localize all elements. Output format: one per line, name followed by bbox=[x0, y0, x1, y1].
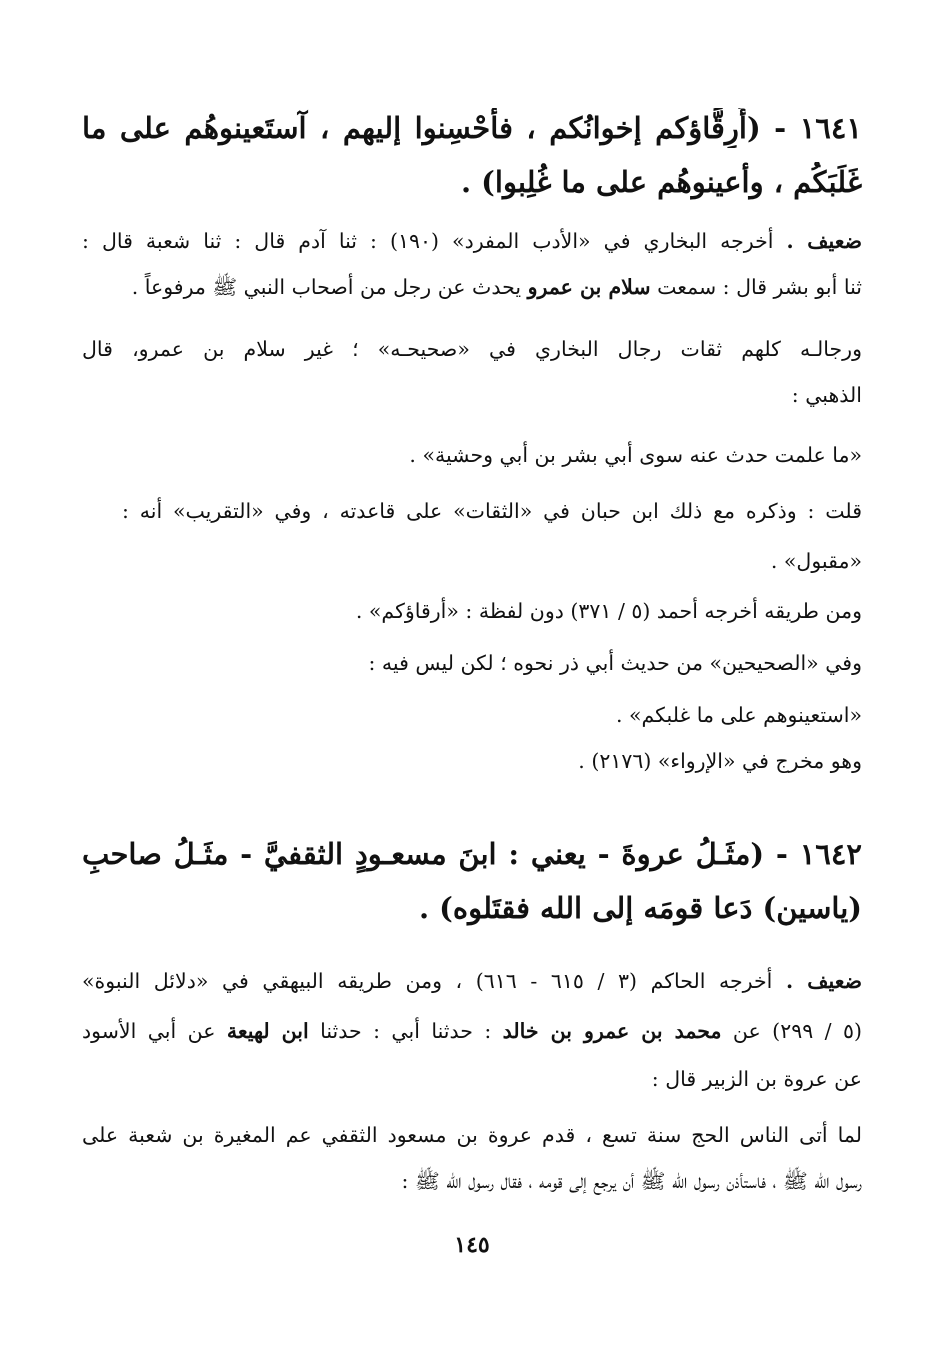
text-segment: (٥ / ٢٩٩) عن bbox=[721, 1019, 862, 1043]
hadith-1641-line-1: ١٦٤١ - (أَرِقَّاؤكم إخوانُكم ، فأحْسِنوا إليهم ، آستَعينوهُم على ما bbox=[82, 111, 862, 145]
text-segment: يحدث عن رجل من أصحاب النبي ﷺ مرفوعاً . bbox=[131, 275, 528, 299]
commentary-1641-line-1 bbox=[82, 226, 862, 256]
hadith-1641-line-2: غَلَبَكُم ، وأعينوهُم على ما غُلِبوا) . bbox=[460, 165, 862, 199]
hadith-1642-line-2: (ياسين) دَعا قومَه إلى الله فقتَلوه) . bbox=[418, 891, 862, 925]
text-segment: : حدثنا أبي : حدثنا bbox=[308, 1019, 503, 1043]
grade-label: ضعيف . bbox=[786, 229, 862, 253]
text-segment: ثنا أبو بشر قال : سمعت bbox=[650, 275, 862, 299]
commentary-1642-text: أخرجه الحاكم (٣ / ٦١٥ - ٦١٦) ، ومن طريقه البيهقي في «دلائل النبوة» bbox=[82, 969, 773, 993]
narrator-name: سلام بن عمرو bbox=[527, 275, 651, 299]
commentary-1641-line-5: قلت : وذكره مع ذلك ابن حبان في «الثقات» على قاعدته ، وفي «التقريب» أنه : bbox=[122, 499, 862, 523]
commentary-1642-line-1 bbox=[82, 966, 862, 996]
page-number: ١٤٥ bbox=[454, 1232, 490, 1258]
commentary-1641-text: أخرجه البخاري في «الأدب المفرد» (١٩٠) : ثنا آدم قال : ثنا شعبة قال : bbox=[82, 229, 774, 253]
commentary-1641-line-4: الذهبي : bbox=[791, 383, 862, 407]
text-segment: عن أبي الأسود bbox=[82, 1019, 227, 1043]
commentary-1641-line-9: «استعينوهم على ما غلبكم» . bbox=[615, 703, 862, 727]
commentary-1641-line-3: ورجالـه كلهم ثقات رجال البخاري في «صحيحـه» ؛ غير سلام بن عمرو، قال bbox=[82, 337, 862, 361]
commentary-1641-line-10: وهو مخرج في «الإرواء» (٢١٧٦) . bbox=[578, 749, 862, 773]
hadith-1642-line-1: ١٦٤٢ - (مثَـلُ عروةَ - يعني : ابنَ مسعـودٍ الثقفيَّ - مثَـلُ صاحبِ bbox=[82, 837, 862, 871]
commentary-1641-line-6: «مقبول» . bbox=[770, 549, 862, 573]
grade-label: ضعيف . bbox=[785, 969, 862, 993]
quote-dhahabi: «ما علمت حدث عنه سوى أبي بشر بن أبي وحشية» . bbox=[409, 443, 862, 467]
commentary-1641-line-2 bbox=[82, 272, 862, 302]
commentary-1641-line-7: ومن طريقه أخرجه أحمد (٥ / ٣٧١) دون لفظة : «أرقاؤكم» . bbox=[355, 599, 862, 623]
commentary-1642-line-4: لما أتى الناس الحج سنة تسع ، قدم عروة بن مسعود الثقفي عم المغيرة بن شعبة على bbox=[82, 1123, 862, 1147]
commentary-1642-line-2 bbox=[82, 1016, 862, 1046]
commentary-1641-line-8: وفي «الصحيحين» من حديث أبي ذر نحوه ؛ لكن ليس فيه : bbox=[368, 651, 862, 675]
commentary-1642-line-5: رسول الله ﷺ ، فاستأذن رسول الله ﷺ أن يرجع إلى قومه ، فقال رسول الله ﷺ : bbox=[401, 1169, 862, 1193]
commentary-1642-line-3: عن عروة بن الزبير قال : bbox=[651, 1067, 862, 1091]
narrator-name: ابن لهيعة bbox=[226, 1019, 309, 1043]
narrator-name: محمد بن عمرو بن خالد bbox=[502, 1019, 722, 1043]
